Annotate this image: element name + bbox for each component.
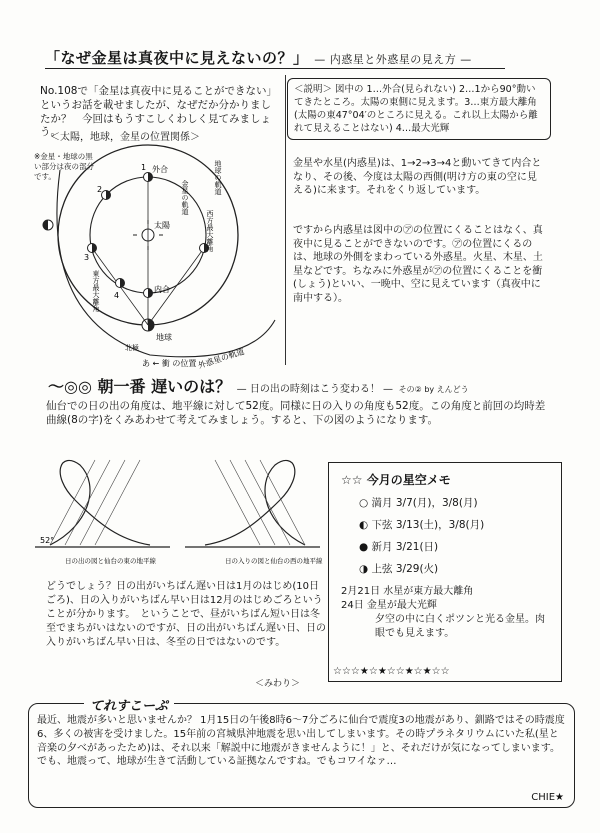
- memo-title-text: 今月の星空メモ: [366, 473, 451, 487]
- memo-bottom-stars: ☆☆☆★☆★☆☆★☆★☆☆: [333, 666, 450, 677]
- label-n2: 2: [97, 185, 103, 194]
- right-caption: 日の入りの図と仙台の西の地平線: [225, 557, 323, 565]
- label-earth-orbit: 地球の軌道: [214, 160, 222, 195]
- note-date: 2月21日: [341, 586, 381, 597]
- memo-row-date: 3/7(月)，3/8(月): [395, 497, 478, 509]
- conclusion-signature: ＜みわり＞: [255, 679, 301, 689]
- explanation-box: ＜説明＞ 図中の 1…外合(見られない) 2…1から90°動いてきたところ。太陽の東側に見えます。3…東方最大離角(太陽の東47°04′のところに見える。これ以上太陽から離れて見えることはない) 4…最大光輝: [287, 78, 551, 140]
- section2-title: 朝一番 遅いのは？: [97, 377, 232, 396]
- label-opposition: あ ← 衝 の位置: [142, 359, 197, 368]
- column-divider: [285, 75, 286, 365]
- section2-intro: 仙台での日の出の角度は、地平線に対して52度。同様に日の入りの角度も52度。この角度と前回の均時差曲線(8の字)をくみあわせて考えてみましょう。すると、下の図のようになります。: [46, 400, 546, 426]
- telescope-column: [28, 699, 575, 808]
- title-main: 「なぜ金星は真夜中に見えないの？」: [45, 49, 309, 67]
- question-text: No.108で「金星は真夜中に見ることができない」というお話を載せましたが、なぜだか分かりましたか？ 今回はもうすこしくわしく見てみましょう。: [40, 85, 277, 139]
- star-memo-box: [328, 462, 562, 682]
- new-moon-icon: ●: [359, 541, 369, 553]
- page-title: [45, 47, 545, 68]
- last-quarter-icon: ◐: [359, 519, 369, 531]
- note-text: 夕空の中に白くポツンと光る金星。肉眼でも見えます。: [375, 614, 545, 639]
- explanation-body2: ですから内惑星は図中の㋐の位置にくることはなく、真夜中に見ることができないのです。㋐の位置にくるのは、地球の外側をまわっている外惑星。火星、木星、土星などです。ちなみに外惑星が㋐の位置にくることを衝(しょう)といい、一晩中、空に見えています（真夜中に南中する）。: [293, 225, 543, 304]
- memo-title: [341, 471, 451, 488]
- memo-row-date: 3/13(土)，3/8(月): [395, 519, 485, 531]
- memo-notes: [341, 585, 551, 641]
- label-venus-orbit: 金星の軌道: [181, 180, 189, 215]
- section2-heading: [48, 374, 548, 397]
- section2-byline: その② by えんどう: [398, 385, 469, 394]
- telescope-title: てれすこーぷ: [84, 695, 174, 714]
- label-east-elong: 東方最大離角: [92, 270, 100, 312]
- label-n3: 3: [84, 253, 90, 262]
- diagram-caption: ＜太陽，地球，金星の位置関係＞: [50, 132, 200, 143]
- title-underline: [45, 68, 505, 69]
- owl-icon: 〜◎◎: [48, 377, 92, 396]
- note-text: 水星が東方最大離角: [383, 586, 474, 597]
- angle-label: 52°: [40, 536, 55, 545]
- label-outer-conj: 外合: [152, 165, 168, 174]
- label-west-elong: 西方最大離角: [206, 210, 214, 252]
- first-quarter-icon: ◑: [359, 563, 369, 575]
- label-north: 北極: [125, 344, 139, 352]
- full-moon-icon: ○: [359, 497, 369, 509]
- label-outer-orbit: 外惑星の軌道: [197, 346, 246, 370]
- left-caption: 日の出の図と仙台の東の地平線: [65, 557, 156, 565]
- memo-row-name: 新月: [371, 541, 393, 553]
- memo-title-stars: ☆☆: [341, 473, 363, 487]
- conclusion-text: どうでしょう？日の出がいちばん遅い日は1月のはじめ(10日ごろ)、日の入りがいちばん早い日は12月のはじめごろということが分かります。 ということで、昼がいちばん短い日は冬至でまちがいはないのですが、日の出がいちばん遅い日、日の入りがいちばん早い日は、冬至の日ではないのです。: [46, 581, 326, 648]
- outer-orbit-arc: [57, 170, 275, 357]
- diagram1-note: ※金星・地球の黒い部分は夜の部分です。: [34, 152, 94, 181]
- label-sun: 太陽: [154, 221, 170, 230]
- note-text: 金星が最大光輝: [366, 600, 437, 611]
- label-earth: 地球: [156, 333, 172, 342]
- memo-row-last-quarter: [359, 517, 484, 532]
- memo-row-new: [359, 539, 438, 554]
- label-n4: 4: [114, 291, 120, 300]
- explanation-body1: 金星や水星(内惑星)は、1→2→3→4と動いてきて内合となり、その後、今度は太陽の西側(明け方の東の空に見える)に来ます。それをくり返しています。: [293, 158, 542, 196]
- note-date: 24日: [341, 600, 364, 611]
- memo-row-name: 上弦: [371, 563, 393, 575]
- memo-row-date: 3/21(日): [395, 541, 439, 553]
- telescope-body: 最近、地震が多いと思いませんか？ 1月15日の午後8時6〜7分ごろに仙台で震度3の地震があり、釧路ではその時震度6、多くの被害を受けました。15年前の宮城県沖地震を思い出してしまいます。その時プラネタリウムにいた私(星と音楽の夕べがあったため)は、それ以来「解説中に地震がきませんように！」と、それだけが気になってしまいます。でも、地震って、地球が生きて活動している証拠なんですね。でもコワイなァ…: [37, 715, 565, 768]
- memo-row-first-quarter: [359, 561, 438, 576]
- label-n1: 1: [141, 163, 147, 172]
- section2-subtitle: — 日の出の時刻はこう変わる！ —: [236, 384, 394, 395]
- title-subtitle: — 内惑星と外惑星の見え方 —: [314, 53, 472, 66]
- label-inner-conj: 内合: [154, 285, 170, 294]
- telescope-signature: CHIE★: [531, 792, 564, 803]
- memo-row-date: 3/29(火): [395, 563, 439, 575]
- analemma-diagram: [30, 445, 325, 585]
- memo-row-name: 満月: [371, 497, 393, 509]
- memo-row-full: [359, 495, 478, 510]
- memo-row-name: 下弦: [371, 519, 393, 531]
